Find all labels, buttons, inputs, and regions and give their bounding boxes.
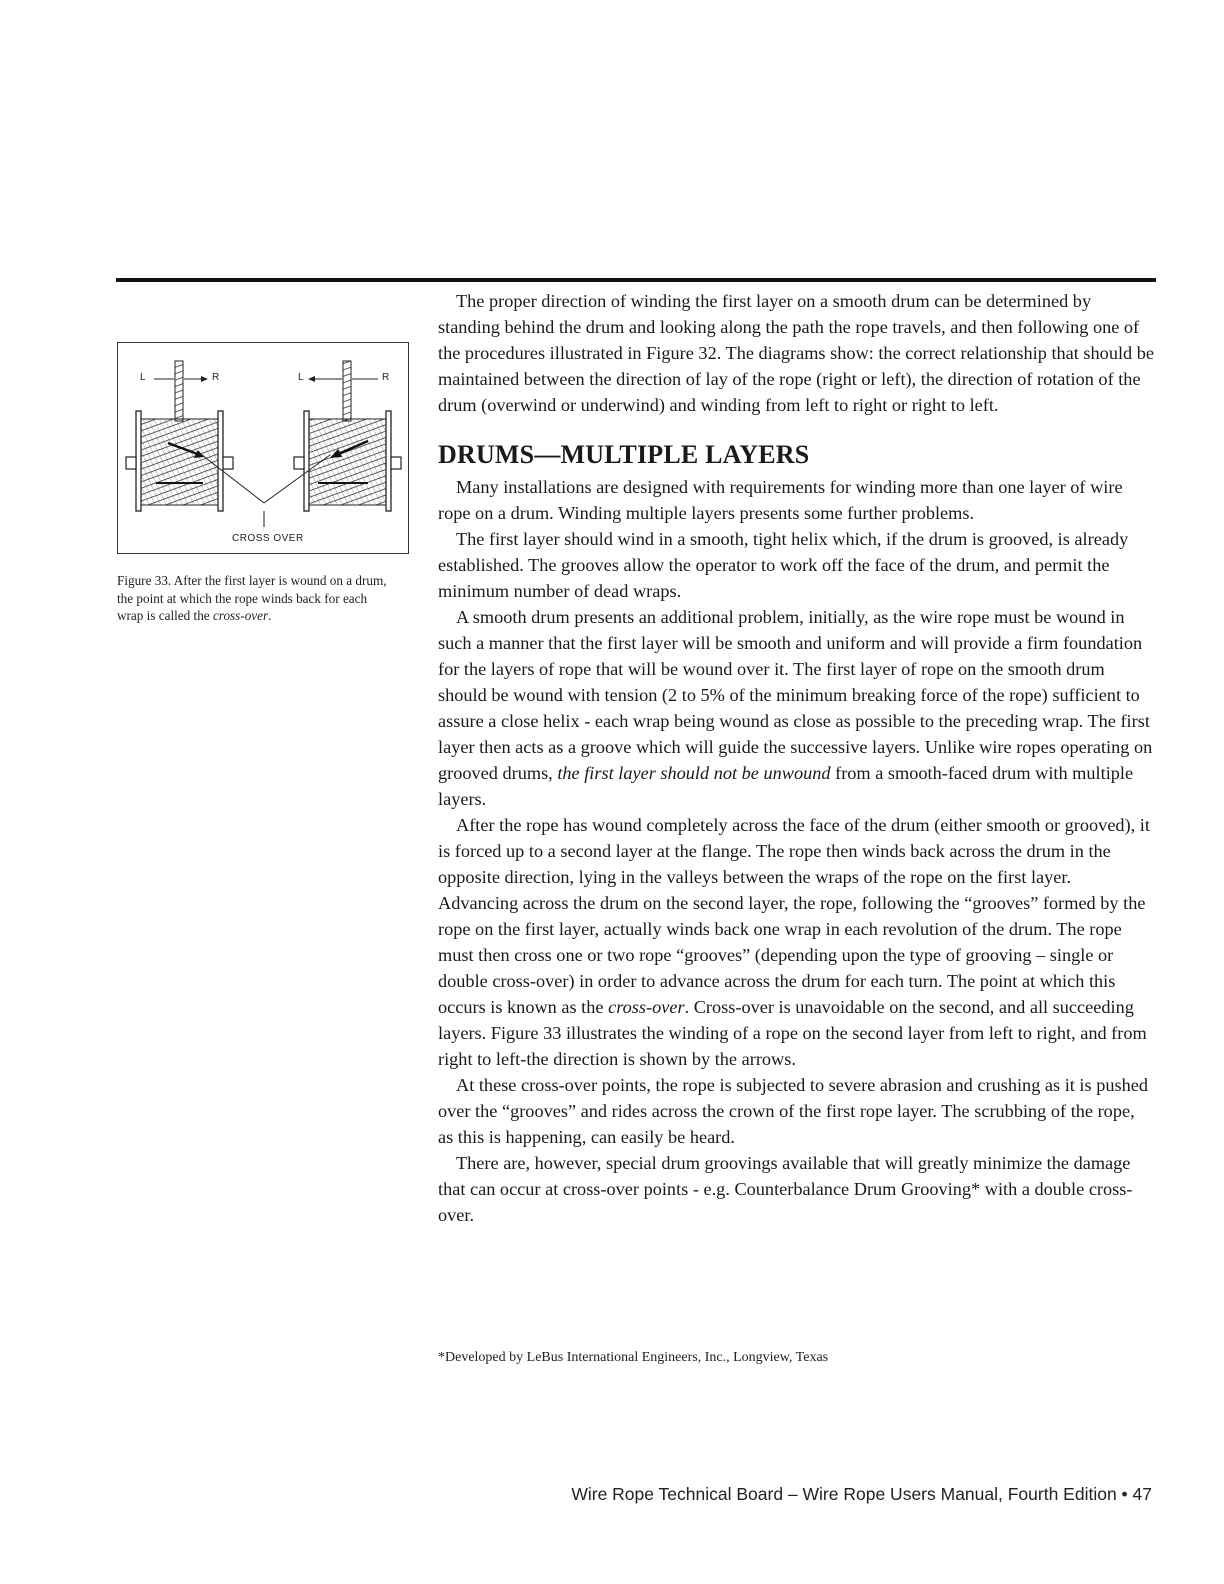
intro-paragraph: The proper direction of winding the first layer on a smooth drum can be determined by standing behind the drum and looking along the path the rope travels, and then following one of the procedures illustrated in Figure 32. The diagrams show: the correct relationship that should be maintained between the direction of lay of the rope (right or left), the direction of rotation of the drum (overwind or underwind) and winding from left to right or right to left. bbox=[438, 291, 1155, 415]
left-drum bbox=[126, 361, 233, 511]
paragraph-second-layer-emphasis: cross-over bbox=[608, 997, 685, 1017]
paragraph-second-layer bbox=[438, 812, 1154, 1072]
caption-emphasis: cross-over bbox=[212, 608, 269, 623]
right-drum-r-label: R bbox=[382, 372, 390, 383]
paragraph-smooth-drum-text-a: A smooth drum presents an additional problem, initially, as the wire rope must be wound in such a manner that the first layer will be smooth and uniform and will provide a firm foundation for the layers of rope that will be wound over it. The first layer of rope on the smooth drum should be wound with tension (2 to 5% of the minimum breaking force of the rope) sufficient to assure a close helix - each wrap being wound as close as possible to the preceding wrap. The first layer then acts as a groove which will guide the successive layers. Unlike wire ropes operating on grooved drums, bbox=[438, 607, 1153, 783]
caption-period: . bbox=[268, 608, 272, 623]
page-footer: Wire Rope Technical Board – Wire Rope Users Manual, Fourth Edition • 47 bbox=[571, 1484, 1152, 1504]
drum-crossover-illustration bbox=[118, 343, 410, 555]
paragraph-multiple-layers: Many installations are designed with requirements for winding more than one layer of wire rope on a drum. Winding multiple layers presents some further problems. bbox=[438, 477, 1123, 523]
paragraph-first-layer: The first layer should wind in a smooth, tight helix which, if the drum is grooved, is already established. The grooves allow the operator to work off the face of the drum, and permit the minimum number of dead wraps. bbox=[438, 529, 1129, 601]
paragraph-smooth-drum bbox=[438, 604, 1154, 812]
paragraph-smooth-drum-text-b: from a smooth-faced drum with multiple layers. bbox=[438, 763, 1134, 809]
main-text-column bbox=[438, 288, 1154, 1228]
paragraph-abrasion: At these cross-over points, the rope is subjected to severe abrasion and crushing as it is pushed over the “grooves” and rides across the crown of the first rope layer. The scrubbing of the rope, as this is happening, can easily be heard. bbox=[438, 1075, 1148, 1147]
caption-text: Figure 33. After the first layer is wound on a drum, the point at which the rope winds back for each wrap is called the bbox=[117, 573, 387, 623]
paragraph-smooth-drum-emphasis: the first layer should not be unwound bbox=[557, 763, 831, 783]
top-rule bbox=[116, 278, 1156, 282]
paragraph-second-layer-text-b: . Cross-over is unavoidable on the second, and all succeeding layers. Figure 33 illustrates the winding of a rope on the second layer from left to right, and from right to left-the direction is shown by the arrows. bbox=[438, 997, 1147, 1069]
right-drum bbox=[294, 361, 401, 511]
left-drum-r-label: R bbox=[212, 372, 220, 383]
left-drum-l-label: L bbox=[140, 372, 147, 383]
crossover-label: CROSS OVER bbox=[232, 533, 304, 544]
footnote: *Developed by LeBus International Engineers, Inc., Longview, Texas bbox=[438, 1350, 829, 1365]
figure-33-drum-diagram bbox=[117, 342, 409, 554]
section-heading: DRUMS—MULTIPLE LAYERS bbox=[438, 440, 810, 469]
paragraph-second-layer-text-a: After the rope has wound completely across the face of the drum (either smooth or grooved), it is forced up to a second layer at the flange. The rope then winds back across the drum in the opposite direction, lying in the valleys between the wraps of the rope on the first layer. Advancing across the drum on the second layer, the rope, following the “grooves” formed by the rope on the first layer, actually winds back one wrap in each revolution of the drum. The rope must then cross one or two rope “grooves” (depending upon the type of grooving – single or double cross-over) in order to advance across the drum for each turn. The point at which this occurs is known as the bbox=[438, 815, 1150, 1017]
figure-33-caption bbox=[117, 572, 392, 625]
paragraph-special-groovings: There are, however, special drum groovings available that will greatly minimize the damage that can occur at cross-over points - e.g. Counterbalance Drum Grooving* with a double cross-over. bbox=[438, 1153, 1133, 1225]
right-drum-l-label: L bbox=[298, 372, 305, 383]
